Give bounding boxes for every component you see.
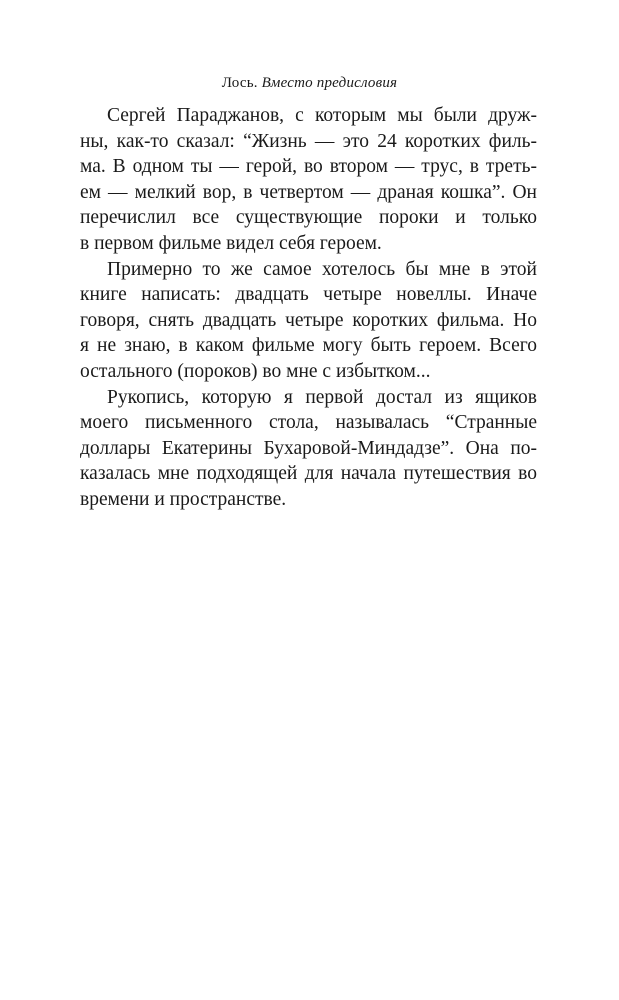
paragraph-line: ма. В одном ты — герой, во втором — трус, в треть- — [80, 156, 537, 178]
paragraph-line: Сергей Параджанов, с которым мы были друж- — [107, 105, 537, 126]
paragraph-line: перечислил все существующие пороки и только — [80, 207, 537, 229]
paragraph-line: остального (пороков) во мне с избытком... — [80, 360, 431, 382]
running-head-section: Вместо предисловия — [261, 75, 398, 91]
paragraph-line: ны, как-то сказал: “Жизнь — это 24 коротких филь- — [80, 130, 537, 152]
running-head — [0, 73, 619, 93]
paragraph-line: моего письменного стола, называлась “Странные — [80, 412, 537, 434]
paragraph-line: Примерно то же самое хотелось бы мне в этой — [107, 258, 537, 280]
paragraph-line: доллары Екатерины Бухаровой-Миндадзе”. Она по- — [80, 437, 537, 459]
paragraph-3 — [80, 385, 537, 513]
paragraph-line: времени и пространстве. — [80, 488, 287, 510]
paragraph-line: я не знаю, в каком фильме могу быть героем. Всего — [80, 335, 537, 357]
paragraph-line: книге написать: двадцать четыре новеллы. Иначе — [80, 284, 537, 306]
paragraph-1 — [80, 103, 537, 257]
body-text — [80, 103, 537, 513]
paragraph-line: говоря, снять двадцать четыре коротких фильма. Но — [80, 309, 537, 331]
paragraph-line: Рукопись, которую я первой достал из ящиков — [107, 386, 537, 408]
paragraph-line: ем — мелкий вор, в четвертом — драная кошка”. Он — [80, 181, 537, 203]
paragraph-2 — [80, 257, 537, 385]
running-head-title: Лось. — [221, 75, 258, 91]
paragraph-line: в первом фильме видел себя героем. — [80, 232, 382, 254]
paragraph-line: казалась мне подходящей для начала путешествия во — [80, 463, 537, 485]
